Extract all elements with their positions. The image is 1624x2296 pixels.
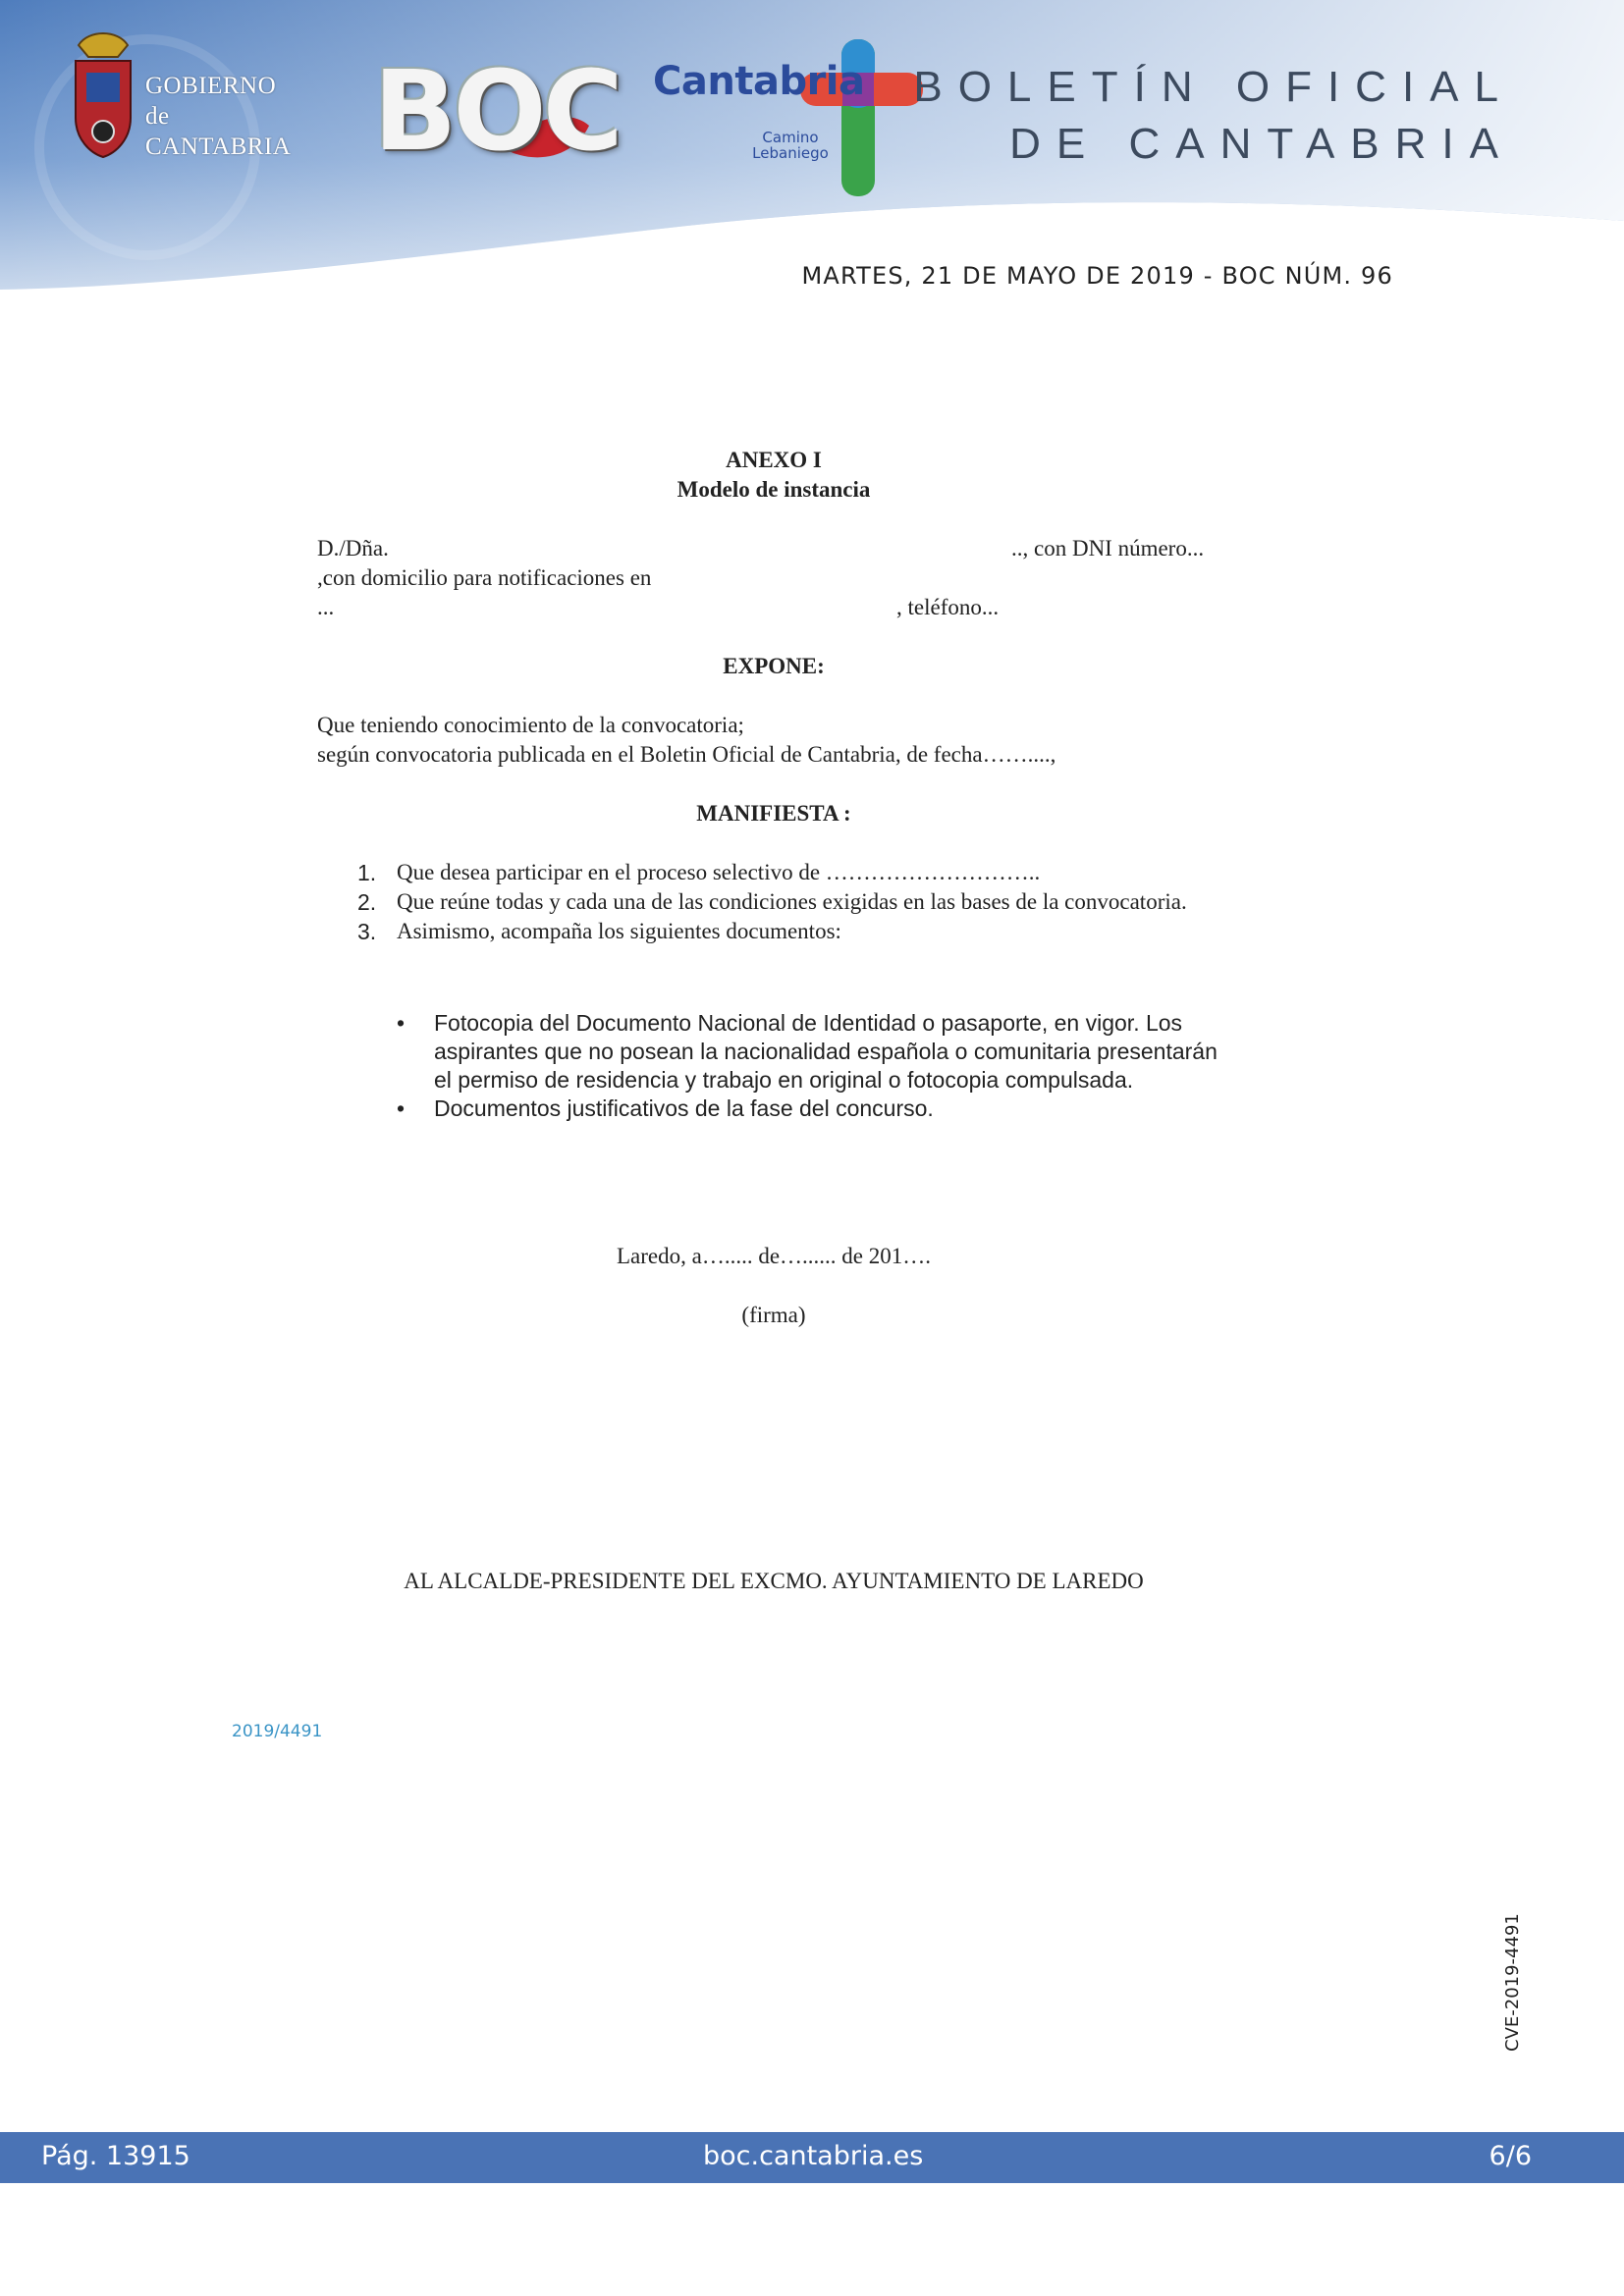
signature-label: (firma) (741, 1303, 806, 1327)
page-footer (0, 2132, 1624, 2183)
coat-of-arms-icon (76, 33, 131, 157)
addressee: AL ALCALDE-PRESIDENTE DEL EXCMO. AYUNTAMIENTO DE LAREDO (404, 1569, 1144, 1593)
cantabria-logo: Cantabria (653, 59, 865, 104)
camino-line: Lebaniego (752, 144, 829, 162)
cve-code: CVE-2019-4491 (1502, 1913, 1523, 2052)
list-item (353, 917, 1230, 946)
list-item (353, 887, 1230, 917)
dni-label: .., con DNI número... (1011, 536, 1205, 561)
camino-line: Camino (762, 129, 819, 146)
annex-subtitle: Modelo de instancia (677, 477, 871, 502)
list-item-text: Que reúne todas y cada una de las condiciones exigidas en las bases de la convocatoria. (397, 889, 1187, 914)
gobierno-cantabria-logo (145, 71, 291, 162)
header-banner (0, 0, 1624, 294)
bullet-icon: • (397, 1010, 406, 1036)
manifiesta-list (353, 858, 1230, 946)
list-item-text: Fotocopia del Documento Nacional de Identidad o pasaporte, en vigor. Los aspirantes que no posean la nacionalidad española o comunitaria presentarán el permiso de residencia y trabajo en original o fotocopia compulsada. (434, 1010, 1218, 1093)
list-item (393, 1095, 1237, 1123)
telefono-label: , teléfono... (896, 595, 1000, 619)
list-item-text: Documentos justificativos de la fase del concurso. (434, 1095, 934, 1121)
camino-lebaniego-logo (741, 130, 839, 161)
boc-logo: BOC (373, 48, 620, 176)
telefono-line (317, 593, 1230, 622)
boletin-oficial-title (913, 59, 1514, 173)
manifiesta-heading: MANIFIESTA : (696, 801, 851, 826)
page-number: Pág. 13915 (41, 2141, 190, 2171)
site-link[interactable]: boc.cantabria.es (703, 2141, 924, 2171)
list-number: 3. (357, 919, 377, 944)
list-item (393, 1009, 1237, 1095)
gobierno-line: GOBIERNO (145, 73, 277, 99)
expone-heading: EXPONE: (723, 654, 825, 678)
bullet-icon: • (397, 1095, 406, 1121)
reference-code: 2019/4491 (232, 1722, 323, 1741)
name-label: D./Dña. (317, 536, 389, 561)
page-count: 6/6 (1489, 2141, 1532, 2171)
boletin-line: BOLETÍN OFICIAL (913, 63, 1514, 111)
list-item-text: Asimismo, acompaña los siguientes documentos: (397, 919, 841, 943)
list-number: 1. (357, 860, 377, 885)
list-number: 2. (357, 889, 377, 915)
domicilio-line: ,con domicilio para notificaciones en (317, 565, 652, 590)
list-item-text: Que desea participar en el proceso selectivo de ……………………….. (397, 860, 1041, 884)
boletin-line: DE CANTABRIA (1009, 120, 1514, 168)
place-date: Laredo, a…..... de…...... de 201…. (616, 1244, 931, 1268)
expone-line: según convocatoria publicada en el Boletin Oficial de Cantabria, de fecha……...., (317, 742, 1056, 767)
applicant-name-line (317, 534, 1230, 563)
gobierno-line: de (145, 103, 170, 130)
expone-line: Que teniendo conocimiento de la convocatoria; (317, 713, 744, 737)
gobierno-line: CANTABRIA (145, 133, 292, 160)
annex-title: ANEXO I (726, 448, 822, 472)
address-dots: ... (317, 595, 335, 619)
list-item (353, 858, 1230, 887)
documents-list (393, 1009, 1237, 1123)
issue-date: MARTES, 21 DE MAYO DE 2019 - BOC NÚM. 96 (801, 262, 1393, 290)
